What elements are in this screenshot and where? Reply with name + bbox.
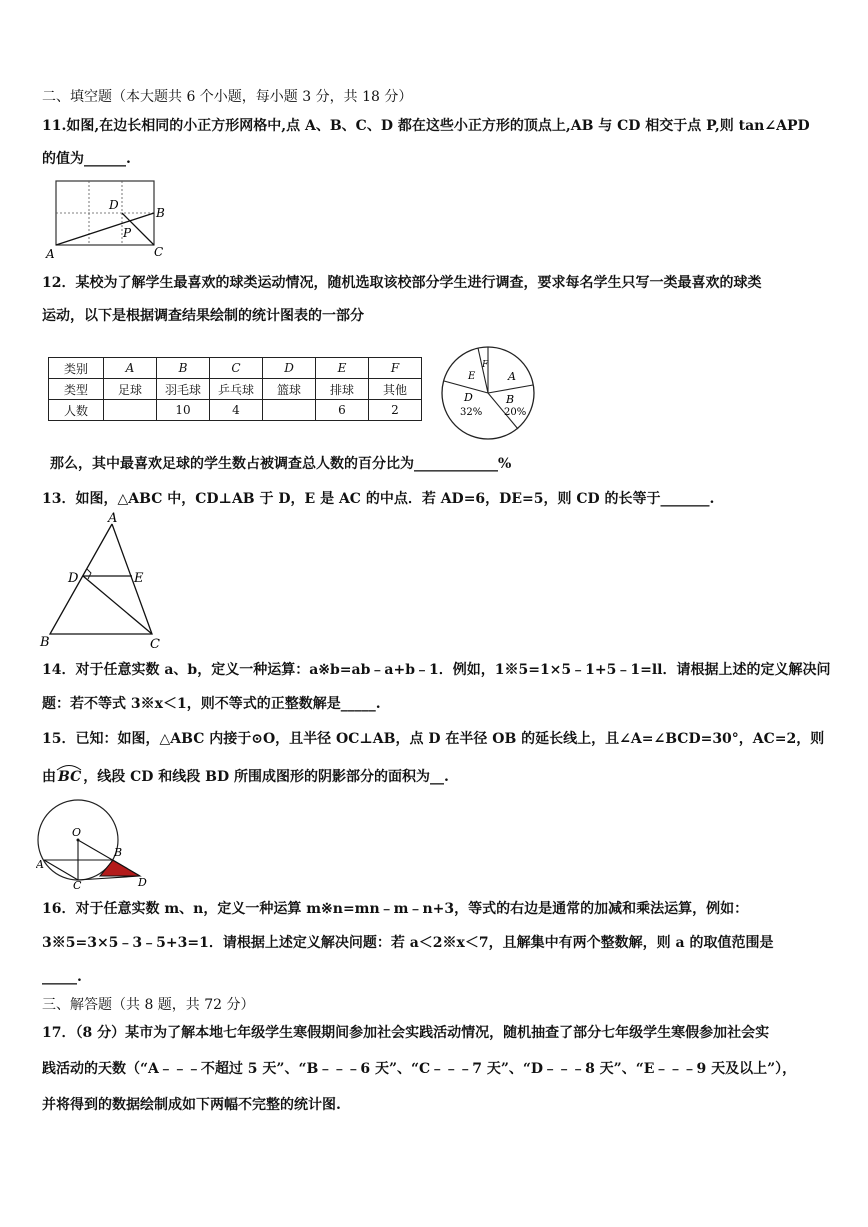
section-heading-fill-in: 二、填空题（本大题共 6 个小题，每小题 3 分，共 18 分） xyxy=(42,89,413,105)
label-c: C xyxy=(150,637,160,652)
segment-ac xyxy=(44,860,78,880)
table-cell: E xyxy=(316,358,369,379)
arc-bc-notation xyxy=(56,768,83,786)
label-a: A xyxy=(36,858,44,871)
arc-mark xyxy=(56,763,82,771)
table-cell: B xyxy=(157,358,210,379)
pie-divider xyxy=(488,385,533,393)
table-cell: 人数 xyxy=(49,400,104,421)
q11-grid-figure xyxy=(42,176,172,262)
table-cell: 类别 xyxy=(49,358,104,379)
label-a: A xyxy=(108,512,118,526)
label-b: B xyxy=(114,846,123,859)
table-cell: 类型 xyxy=(49,379,104,400)
label-o: O xyxy=(72,826,82,839)
q16-text-line1: 16．对于任意实数 m、n，定义一种运算 m※n=mn﹣m﹣n+3，等式的右边是通常的加减和乘法运算，例如： xyxy=(42,901,749,917)
pie-label-a: A xyxy=(508,370,516,383)
label-d: D xyxy=(68,571,79,586)
q15-circle-figure xyxy=(36,798,156,890)
table-cell xyxy=(263,400,316,421)
table-cell: 10 xyxy=(157,400,210,421)
q12-pie-figure xyxy=(438,345,548,445)
pie-pct-d: 32% xyxy=(460,407,483,418)
q12-stat-table-wrap xyxy=(48,357,422,421)
q17-text-line3: 并将得到的数据绘制成如下两幅不完整的统计图. xyxy=(42,1097,341,1113)
q15-line2-prefix: 由 xyxy=(42,769,56,785)
label-c: C xyxy=(154,245,164,259)
q17-text-line2: 践活动的天数（“A﹣﹣﹣不超过 5 天”、“B﹣﹣﹣6 天”、“C﹣﹣﹣7 天”、“D﹣﹣﹣8 天”、“E﹣﹣﹣9 天及以上”）， xyxy=(42,1061,797,1077)
table-cell: 足球 xyxy=(104,379,157,400)
q15-text-line2 xyxy=(42,768,449,786)
q13-text-line1: 13．如图，△ABC 中，CD⊥AB 于 D，E 是 AC 的中点．若 AD=6，DE=5，则 CD 的长等于_______. xyxy=(42,491,715,507)
pie-label-b: B xyxy=(506,393,515,406)
segment-cd xyxy=(78,876,140,880)
q13-triangle-figure xyxy=(38,512,168,652)
label-b: B xyxy=(156,206,165,220)
table-cell: 乒乓球 xyxy=(210,379,263,400)
label-e: E xyxy=(134,571,144,586)
q16-text-line2: 3※5=3×5﹣3﹣5+3=1．请根据上述定义解决问题：若 a＜2※x＜7，且解集中有两个整数解，则 a 的取值范围是 xyxy=(42,935,774,951)
table-cell: F xyxy=(369,358,422,379)
table-cell: C xyxy=(210,358,263,379)
q12-text-line1: 12．某校为了解学生最喜欢的球类运动情况，随机选取该校部分学生进行调查，要求每名学生只写一类最喜欢的球类 xyxy=(42,275,762,291)
label-a: A xyxy=(46,247,55,261)
segment-ab xyxy=(56,213,154,245)
arc-bc-label: BC xyxy=(58,769,82,785)
table-cell: 篮球 xyxy=(263,379,316,400)
pie-label-e: E xyxy=(468,371,476,382)
right-angle-mark xyxy=(87,569,91,579)
label-p: P xyxy=(123,226,132,240)
q15-text-line1: 15．已知：如图，△ABC 内接于⊙O，且半径 OC⊥AB，点 D 在半径 OB 的延长线上，且∠A=∠BCD=30°，AC=2，则 xyxy=(42,731,825,747)
table-cell: 2 xyxy=(369,400,422,421)
q14-text-line2: 题：若不等式 3※x＜1，则不等式的正整数解是_____. xyxy=(42,696,381,712)
table-row xyxy=(49,379,422,400)
table-cell: 6 xyxy=(316,400,369,421)
label-b: B xyxy=(40,635,50,650)
table-cell: A xyxy=(104,358,157,379)
q11-text-line1: 11.如图,在边长相同的小正方形网格中,点 A、B、C、D 都在这些小正方形的顶点上,AB 与 CD 相交于点 P,则 tan∠APD xyxy=(42,118,810,134)
pie-divider xyxy=(478,348,488,393)
pie-label-d: D xyxy=(464,391,473,404)
section-heading-solutions: 三、解答题（共 8 题，共 72 分） xyxy=(42,997,255,1013)
q16-text-line3: _____. xyxy=(42,969,82,985)
table-cell: 羽毛球 xyxy=(157,379,210,400)
table-cell: 其他 xyxy=(369,379,422,400)
table-row xyxy=(49,358,422,379)
pie-label-f: F xyxy=(482,360,489,370)
label-d: D xyxy=(109,198,119,212)
table-row xyxy=(49,400,422,421)
q12-stat-table xyxy=(48,357,422,421)
table-cell: D xyxy=(263,358,316,379)
label-d: D xyxy=(138,876,147,889)
q12-text-line3: 那么，其中最喜欢足球的学生数占被调查总人数的百分比为____________% xyxy=(50,456,512,472)
label-c: C xyxy=(73,879,82,890)
q14-text-line1: 14．对于任意实数 a、b，定义一种运算：a※b=ab﹣a+b﹣1．例如，1※5=1×5﹣1+5﹣1=ll．请根据上述的定义解决问 xyxy=(42,662,831,678)
table-cell: 4 xyxy=(210,400,263,421)
q11-text-line2: 的值为______. xyxy=(42,151,131,167)
table-cell: 排球 xyxy=(316,379,369,400)
shaded-region xyxy=(100,860,140,876)
table-cell xyxy=(104,400,157,421)
q15-line2-suffix: ，线段 CD 和线段 BD 所围成图形的阴影部分的面积为__. xyxy=(83,769,449,785)
q12-text-line2: 运动，以下是根据调查结果绘制的统计图表的一部分 xyxy=(42,308,364,324)
pie-pct-b: 20% xyxy=(504,407,527,418)
q17-text-line1: 17．（8 分）某市为了解本地七年级学生寒假期间参加社会实践活动情况，随机抽查了部分七年级学生寒假参加社会实 xyxy=(42,1025,770,1041)
